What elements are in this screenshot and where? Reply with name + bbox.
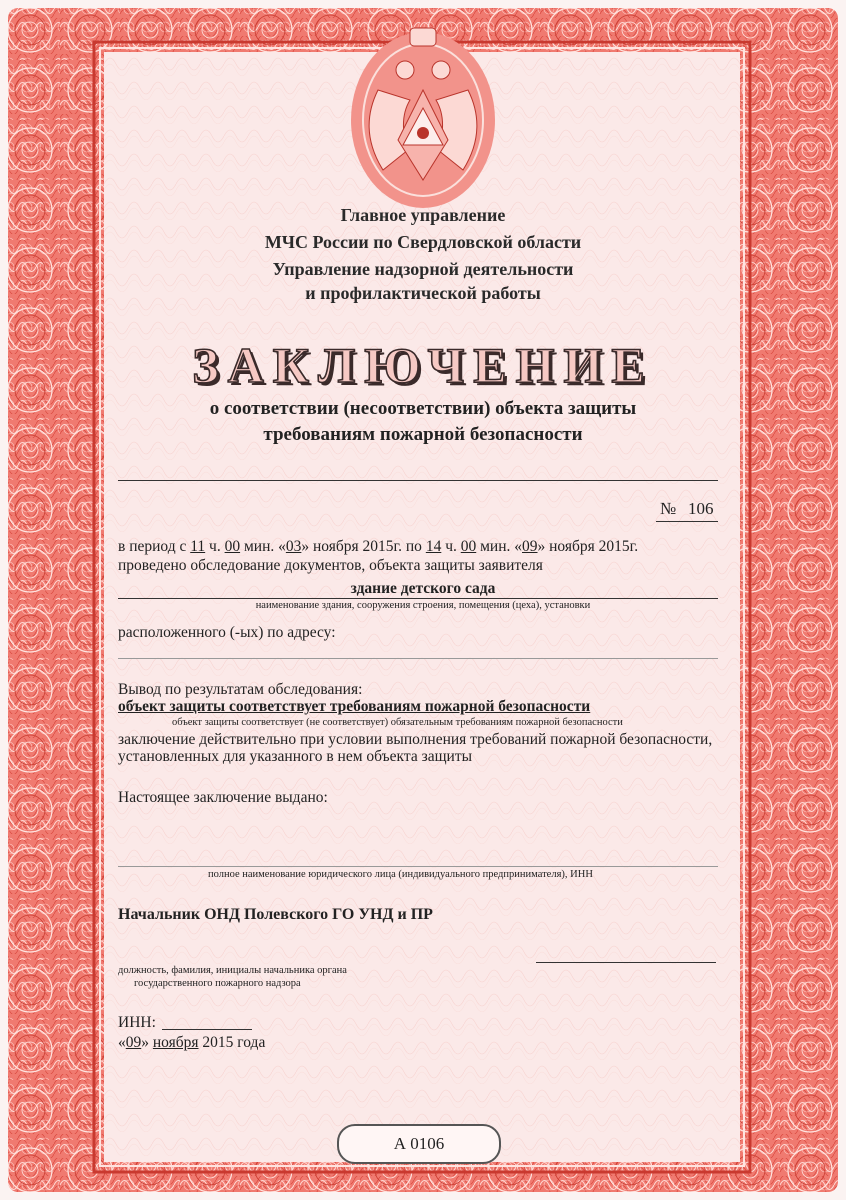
inspection-text: проведено обследование документов, объекта защиты заявителя [118,557,543,574]
chief-title: Начальник ОНД Полевского ГО УНД и ПР [118,906,433,923]
document-title: ЗАКЛЮЧЕНИЕ [192,337,654,393]
serial-number: А 0106 [337,1124,501,1164]
date-open-quote: « [118,1034,126,1051]
number-underline [656,521,718,522]
date-month: ноября [152,1034,199,1051]
divider-line [118,480,718,481]
period-from-minutes: 00 [224,538,241,555]
date-day: 09 [125,1034,142,1051]
header-line-2: МЧС России по Свердловской области [264,232,582,252]
chief-caption-line-2: государственного пожарного надзора [134,978,301,989]
period-text-5: ч. [445,538,457,555]
period-to-minutes: 00 [460,538,477,555]
issued-underline [118,866,718,867]
number-label: № [660,499,677,518]
period-from-day: 03 [285,538,302,555]
period-text-2: ч. [209,538,221,555]
conclusion-caption: объект защиты соответствует (не соответствует) обязательным требованиям пожарной безопасности [172,717,623,728]
number-value: 106 [688,499,714,518]
subtitle-line-2: требованиям пожарной безопасности [263,424,583,445]
subtitle-line-1: о соответствии (несоответствии) объекта защиты [209,398,637,419]
inn-label: ИНН: [118,1014,156,1031]
address-underline [118,658,718,659]
period-text-7: » ноября 2015г. [537,538,639,555]
validity-line-1: заключение действительно при условии выполнения требований пожарной безопасности, [118,731,713,748]
header-line-1: Главное управление [340,205,506,225]
issue-date [118,1034,265,1052]
object-caption: наименование здания, сооружения строения, помещения (цеха), установки [255,600,591,611]
period-line [118,538,638,556]
conclusion-value: объект защиты соответствует требованиям пожарной безопасности [118,698,591,715]
date-close-quote: » [141,1034,149,1051]
period-text-6: мин. « [480,538,523,555]
chief-caption-line-1: должность, фамилия, инициалы начальника органа [118,965,347,976]
object-underline [118,598,718,599]
header-line-4: и профилактической работы [305,283,541,303]
period-text-4: » ноября 2015г. по [301,538,422,555]
conclusion-label: Вывод по результатам обследования: [118,681,363,698]
period-text-3: мин. « [243,538,286,555]
validity-line-2: установленных для указанного в нем объекта защиты [118,748,473,765]
period-to-day: 09 [522,538,538,555]
issued-label: Настоящее заключение выдано: [118,789,328,806]
inn-underline [162,1029,252,1030]
signature-line [536,962,716,963]
period-to-hours: 14 [425,538,442,555]
date-year: 2015 года [202,1034,266,1051]
address-label: расположенного (-ых) по адресу: [118,624,336,641]
emchs-emblem [348,20,498,210]
object-name: здание детского сада [350,580,496,597]
period-from-hours: 11 [190,538,206,555]
period-text-1: в период с [118,538,187,555]
header-line-3: Управление надзорной деятельности [272,259,574,279]
issued-caption: полное наименование юридического лица (индивидуального предпринимателя), ИНН [208,869,593,880]
